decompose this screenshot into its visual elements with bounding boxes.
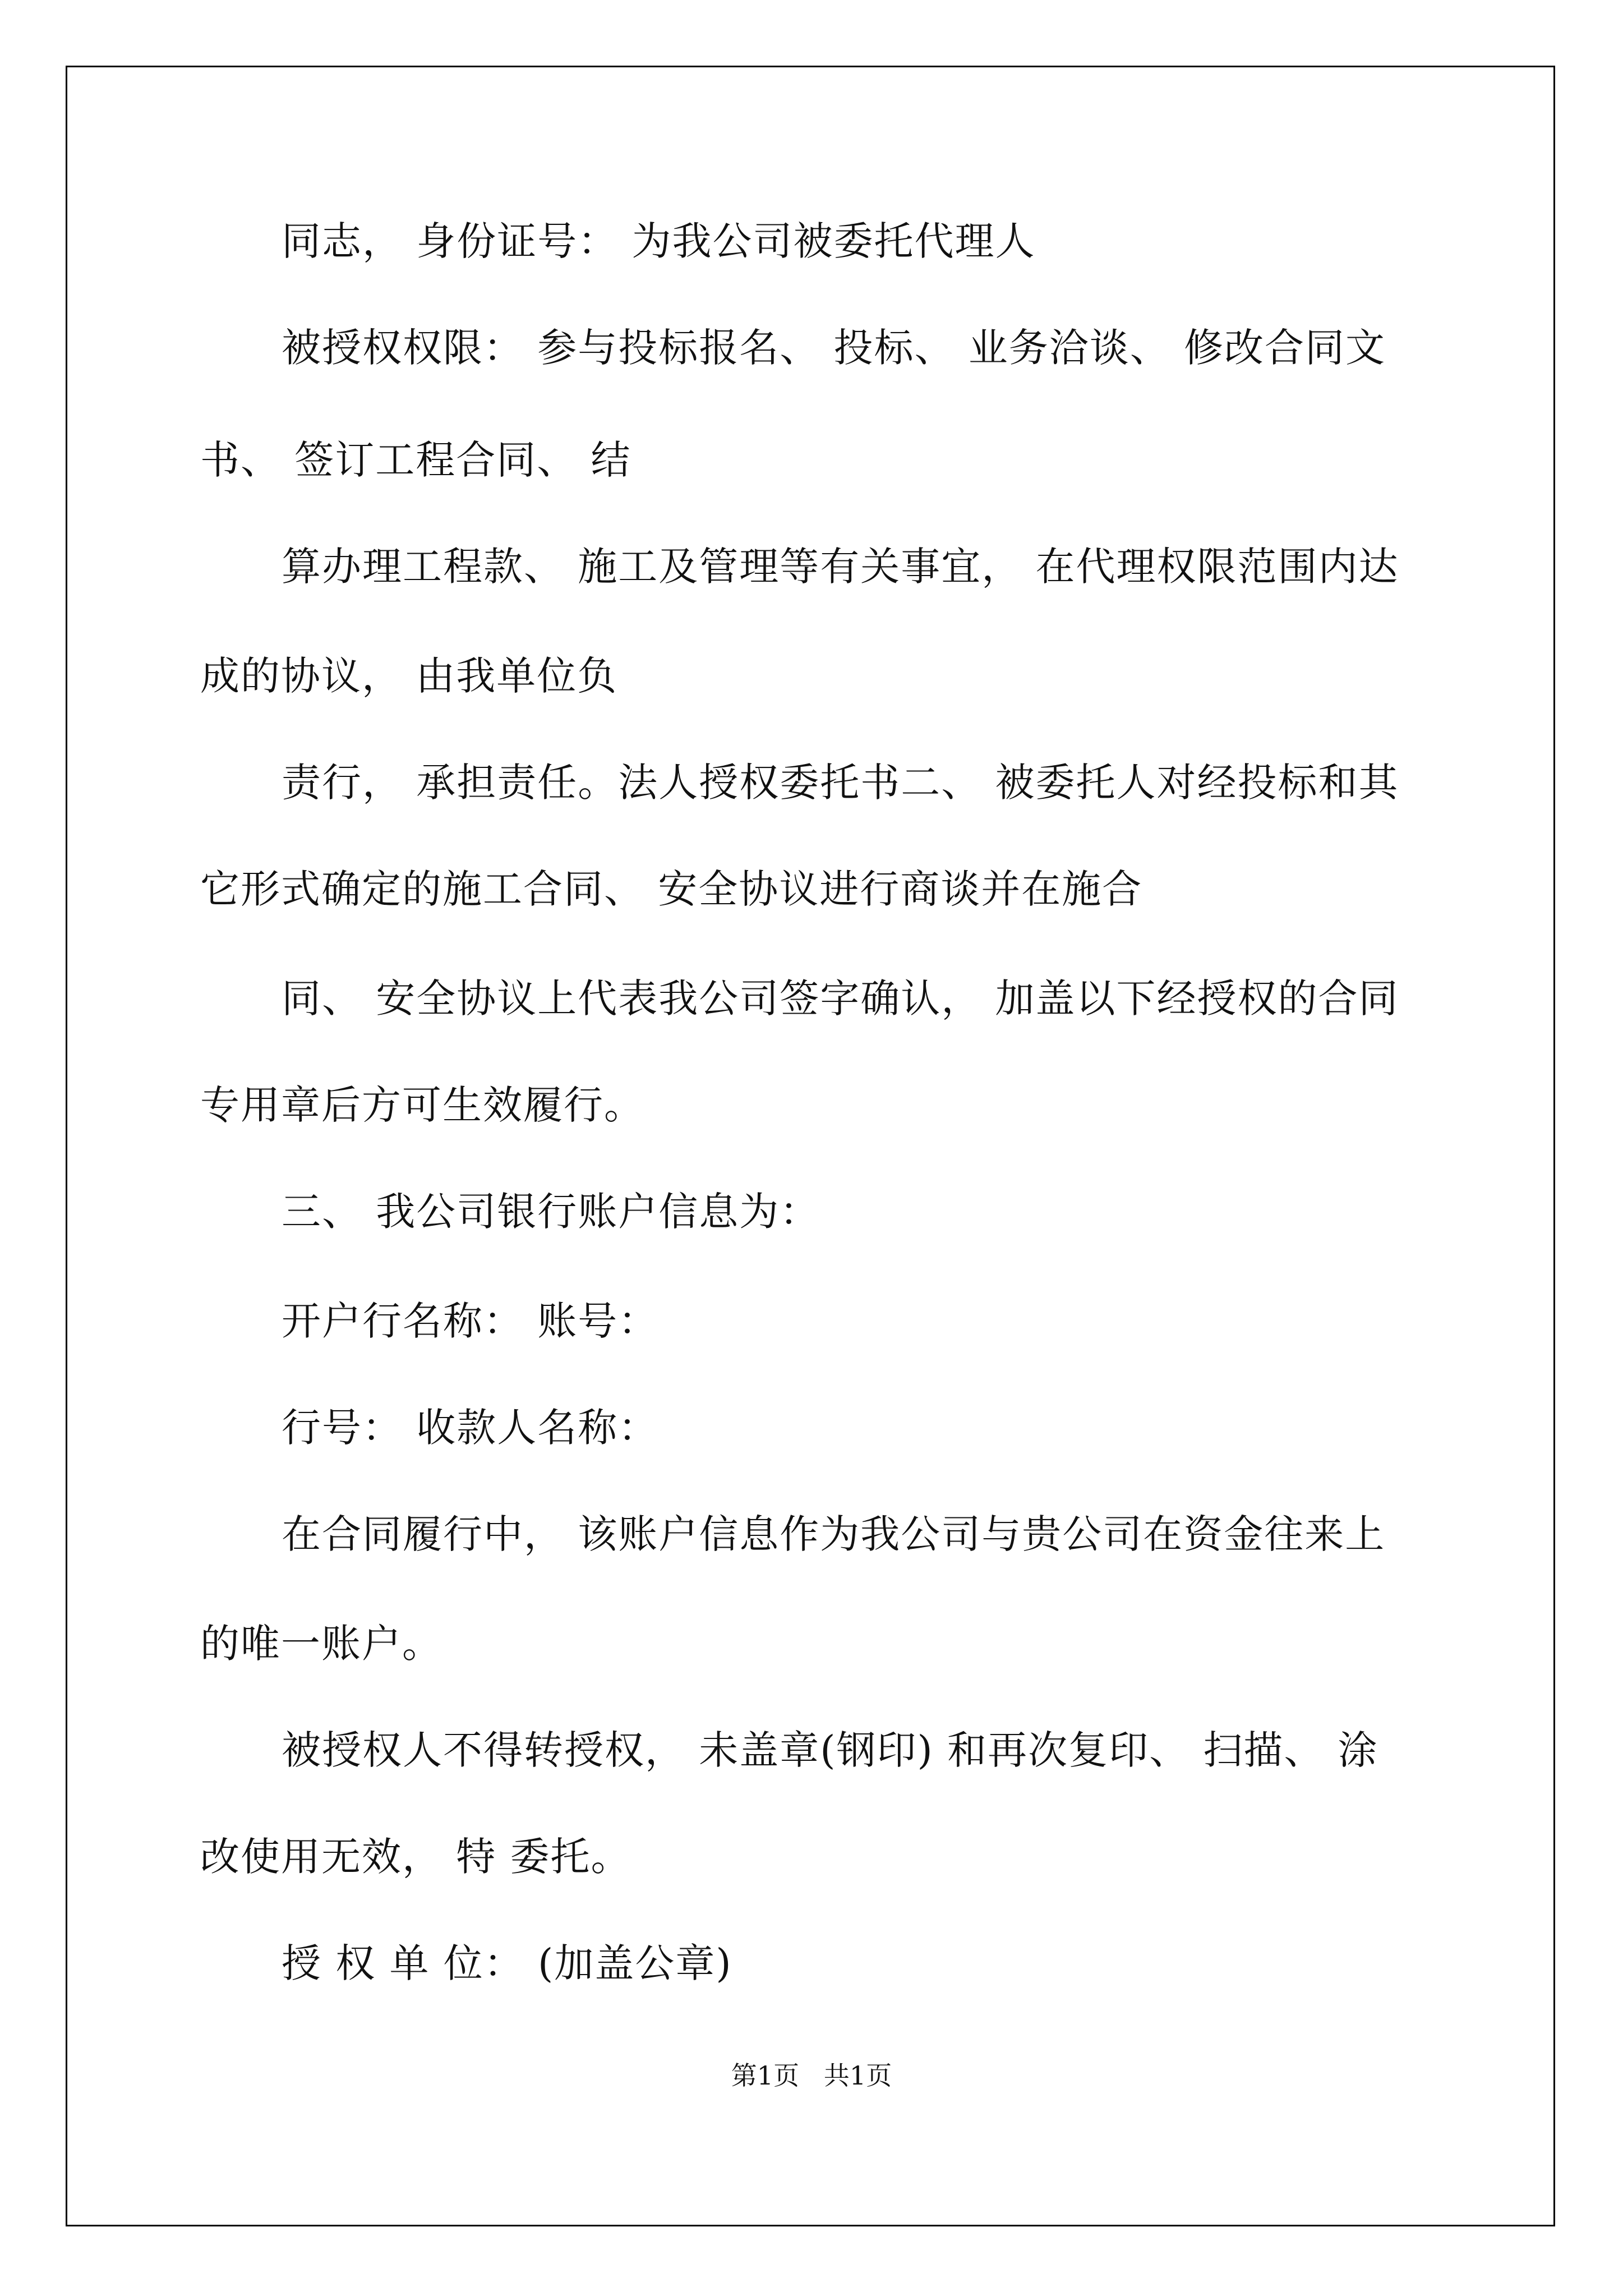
- body-line: 责行， 承担责任。法人授权委托书二、 被委托人对经投标和其: [282, 760, 1399, 806]
- body-line: 三、 我公司银行账户信息为：: [282, 1189, 820, 1235]
- body-line: 同、 安全协议上代表我公司签字确认， 加盖以下经授权的合同: [282, 976, 1399, 1022]
- body-line: 开户行名称： 账号：: [282, 1298, 659, 1344]
- body-line: 授 权 单 位： (加盖公章): [282, 1940, 732, 1986]
- body-line: 被授权人不得转授权， 未盖章(钢印) 和再次复印、 扫描、 涂: [282, 1727, 1378, 1773]
- body-line: 专用章后方可生效履行。: [200, 1082, 644, 1128]
- body-line: 在合同履行中， 该账户信息作为我公司与贵公司在资金往来上: [282, 1511, 1386, 1557]
- body-line: 算办理工程款、 施工及管理等有关事宜， 在代理权限范围内达: [282, 544, 1399, 590]
- body-line: 书、 签订工程合同、 结: [200, 437, 631, 483]
- body-line: 成的协议， 由我单位负: [200, 653, 618, 699]
- body-line: 改使用无效， 特 委托。: [200, 1834, 631, 1880]
- page-footer: 第1页 共1页: [731, 2060, 892, 2091]
- page-border: [66, 66, 1555, 2226]
- body-line: 被授权权限： 参与投标报名、 投标、 业务洽谈、 修改合同文: [282, 325, 1386, 371]
- body-line: 同志， 身份证号： 为我公司被委托代理人: [282, 218, 1036, 264]
- body-line: 的唯一账户。: [200, 1621, 442, 1667]
- body-line: 行号： 收款人名称：: [282, 1405, 659, 1451]
- body-line: 它形式确定的施工合同、 安全协议进行商谈并在施合: [200, 866, 1143, 912]
